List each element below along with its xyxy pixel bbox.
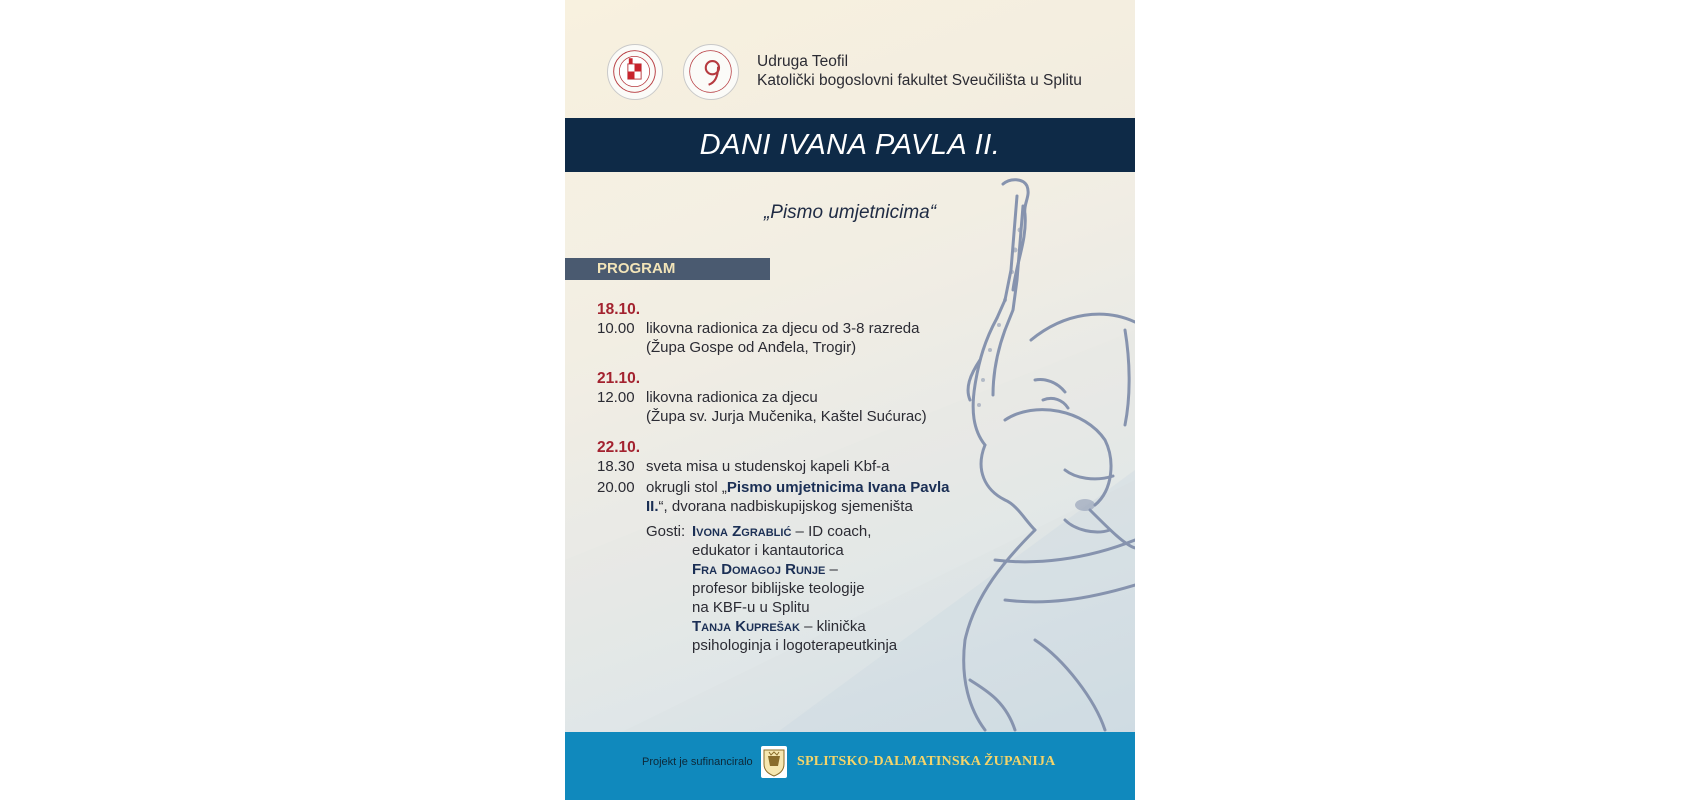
schedule-text: okrugli stol „ [646,479,727,496]
schedule-time: 12.00 [597,389,635,406]
guest-name: Ivona Zgrablić [692,523,792,540]
schedule-item [597,457,957,476]
org-line-1: Udruga Teofil [757,53,849,70]
title-bar [565,118,1135,172]
guest-name: Tanja Kuprešak [692,618,800,635]
schedule-date: 22.10. [597,439,641,456]
guest-entry [692,617,897,655]
guest-role: psihologinja i logoterapeutkinja [692,637,898,654]
kbf-split-seal-icon [608,45,661,98]
kbf-split-logo [607,44,663,100]
round-table-title: Pismo umjetnicima Ivana Pavla II. [646,479,950,515]
guest-entry [692,560,897,617]
schedule-line: (Župa sv. Jurja Mučenika, Kaštel Sućurac) [646,408,927,425]
schedule-day [597,300,957,357]
event-subtitle: „Pismo umjetnicima“ [763,202,937,223]
sponsor-text: Projekt je sufinanciralo [642,756,753,768]
guest-role: profesor biblijske teologije [692,580,865,597]
event-poster [565,0,1135,800]
schedule-line: (Župa Gospe od Anđela, Trogir) [646,339,857,356]
schedule-item [597,388,957,426]
guest-list [692,522,897,655]
schedule-time: 10.00 [597,320,635,337]
schedule-date: 18.10. [597,301,641,318]
guest-role: – [825,561,838,578]
teofil-logo-icon [684,45,737,98]
schedule-item [597,478,957,516]
guest-entry [692,522,897,560]
schedule-day [597,369,957,426]
org-line-2: Katolički bogoslovni fakultet Sveučilišta u Splitu [757,72,1082,89]
teofil-logo [683,44,739,100]
schedule-time: 20.00 [597,479,635,496]
schedule-date: 21.10. [597,370,641,387]
schedule-description [646,478,957,516]
schedule-description [646,388,957,426]
guest-role: na KBF-u u Splitu [692,599,810,616]
schedule-description [646,319,957,357]
schedule-text: “, dvorana nadbiskupijskog sjemeništa [658,498,913,515]
guests-label: Gosti: [646,523,686,540]
guest-role: – klinička [799,618,866,635]
program-label: PROGRAM [597,260,676,277]
sponsor-footer [565,732,1135,800]
schedule-item [597,319,957,357]
schedule-line: sveta misa u studenskoj kapeli Kbf-a [646,458,890,475]
schedule-day [597,438,957,655]
guest-name: Fra Domagoj Runje [692,561,826,578]
county-crest-icon [761,746,787,778]
guest-role: – ID coach, [791,523,872,540]
schedule-line: likovna radionica za djecu od 3-8 razreda [646,320,920,337]
guests [646,522,957,655]
program-bar [565,258,770,280]
schedule-time: 18.30 [597,458,635,475]
schedule [597,300,957,655]
event-title: DANI IVANA PAVLA II. [699,128,1001,161]
organizers [757,52,1082,90]
schedule-line: likovna radionica za djecu [646,389,818,406]
guest-role: edukator i kantautorica [692,542,844,559]
county-name: SPLITSKO-DALMATINSKA ŽUPANIJA [797,754,1056,769]
